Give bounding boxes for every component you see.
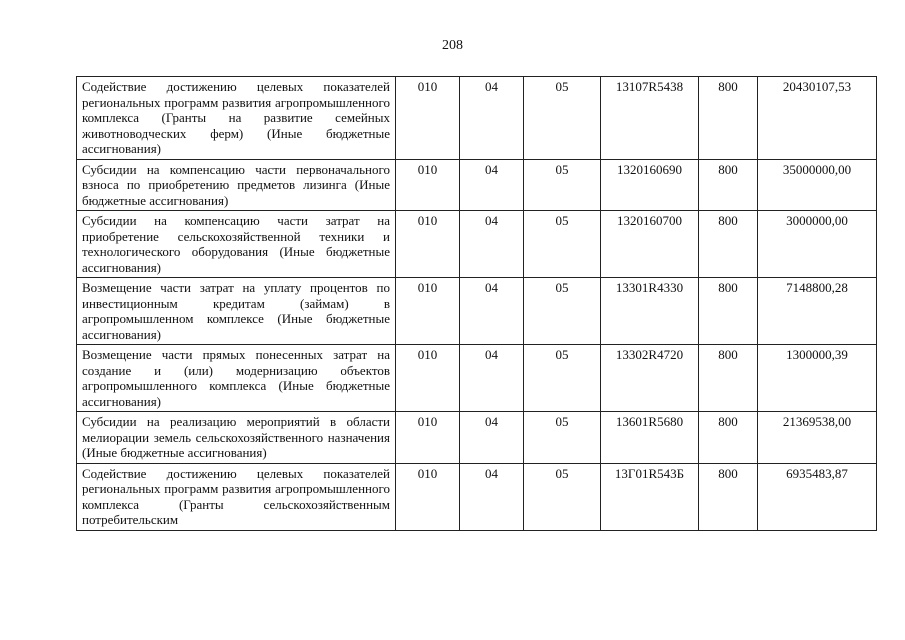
subsection-code: 05 [524,159,601,211]
subsection-code: 05 [524,463,601,530]
target-code: 13302R4720 [601,345,699,412]
subsection-code: 05 [524,412,601,464]
amount: 7148800,28 [758,278,877,345]
budget-table [76,76,877,531]
admin-code: 010 [396,412,460,464]
row-description: Возмещение части прямых понесенных затрат на создание и (или) модернизацию объектов агропромышленного комплекса (Иные бюджетные ассигнования) [77,345,396,412]
amount: 1300000,39 [758,345,877,412]
row-description: Субсидии на компенсацию части затрат на приобретение сельскохозяйственной техники и технологического оборудования (Иные бюджетные ассигнования) [77,211,396,278]
row-description: Субсидии на компенсацию части первоначального взноса по приобретению предметов лизинга (Иные бюджетные ассигнования) [77,159,396,211]
expense-type-code: 800 [699,278,758,345]
table-row [77,412,877,464]
row-description: Содействие достижению целевых показателей региональных программ развития агропромышленного комплекса (Гранты на развитие семейных животноводческих ферм) (Иные бюджетные ассигнования) [77,77,396,160]
row-description: Субсидии на реализацию мероприятий в области мелиорации земель сельскохозяйственного назначения (Иные бюджетные ассигнования) [77,412,396,464]
expense-type-code: 800 [699,412,758,464]
admin-code: 010 [396,211,460,278]
table-row [77,211,877,278]
table-row [77,463,877,530]
section-code: 04 [460,159,524,211]
table-row [77,278,877,345]
admin-code: 010 [396,278,460,345]
subsection-code: 05 [524,77,601,160]
subsection-code: 05 [524,211,601,278]
target-code: 1320160700 [601,211,699,278]
section-code: 04 [460,77,524,160]
page-number: 208 [442,38,463,53]
admin-code: 010 [396,159,460,211]
expense-type-code: 800 [699,345,758,412]
target-code: 13601R5680 [601,412,699,464]
row-description: Возмещение части затрат на уплату процентов по инвестиционным кредитам (займам) в агропромышленном комплексе (Иные бюджетные ассигнования) [77,278,396,345]
section-code: 04 [460,345,524,412]
amount: 35000000,00 [758,159,877,211]
amount: 3000000,00 [758,211,877,278]
target-code: 13301R4330 [601,278,699,345]
expense-type-code: 800 [699,159,758,211]
section-code: 04 [460,463,524,530]
admin-code: 010 [396,345,460,412]
expense-type-code: 800 [699,211,758,278]
target-code: 13Г01R543Б [601,463,699,530]
table-row [77,345,877,412]
section-code: 04 [460,412,524,464]
row-description: Содействие достижению целевых показателей региональных программ развития агропромышленного комплекса (Гранты сельскохозяйственным потребительским [77,463,396,530]
subsection-code: 05 [524,345,601,412]
admin-code: 010 [396,77,460,160]
target-code: 1320160690 [601,159,699,211]
table-row [77,77,877,160]
expense-type-code: 800 [699,463,758,530]
target-code: 13107R5438 [601,77,699,160]
admin-code: 010 [396,463,460,530]
amount: 20430107,53 [758,77,877,160]
amount: 21369538,00 [758,412,877,464]
subsection-code: 05 [524,278,601,345]
section-code: 04 [460,278,524,345]
table-row [77,159,877,211]
section-code: 04 [460,211,524,278]
amount: 6935483,87 [758,463,877,530]
expense-type-code: 800 [699,77,758,160]
